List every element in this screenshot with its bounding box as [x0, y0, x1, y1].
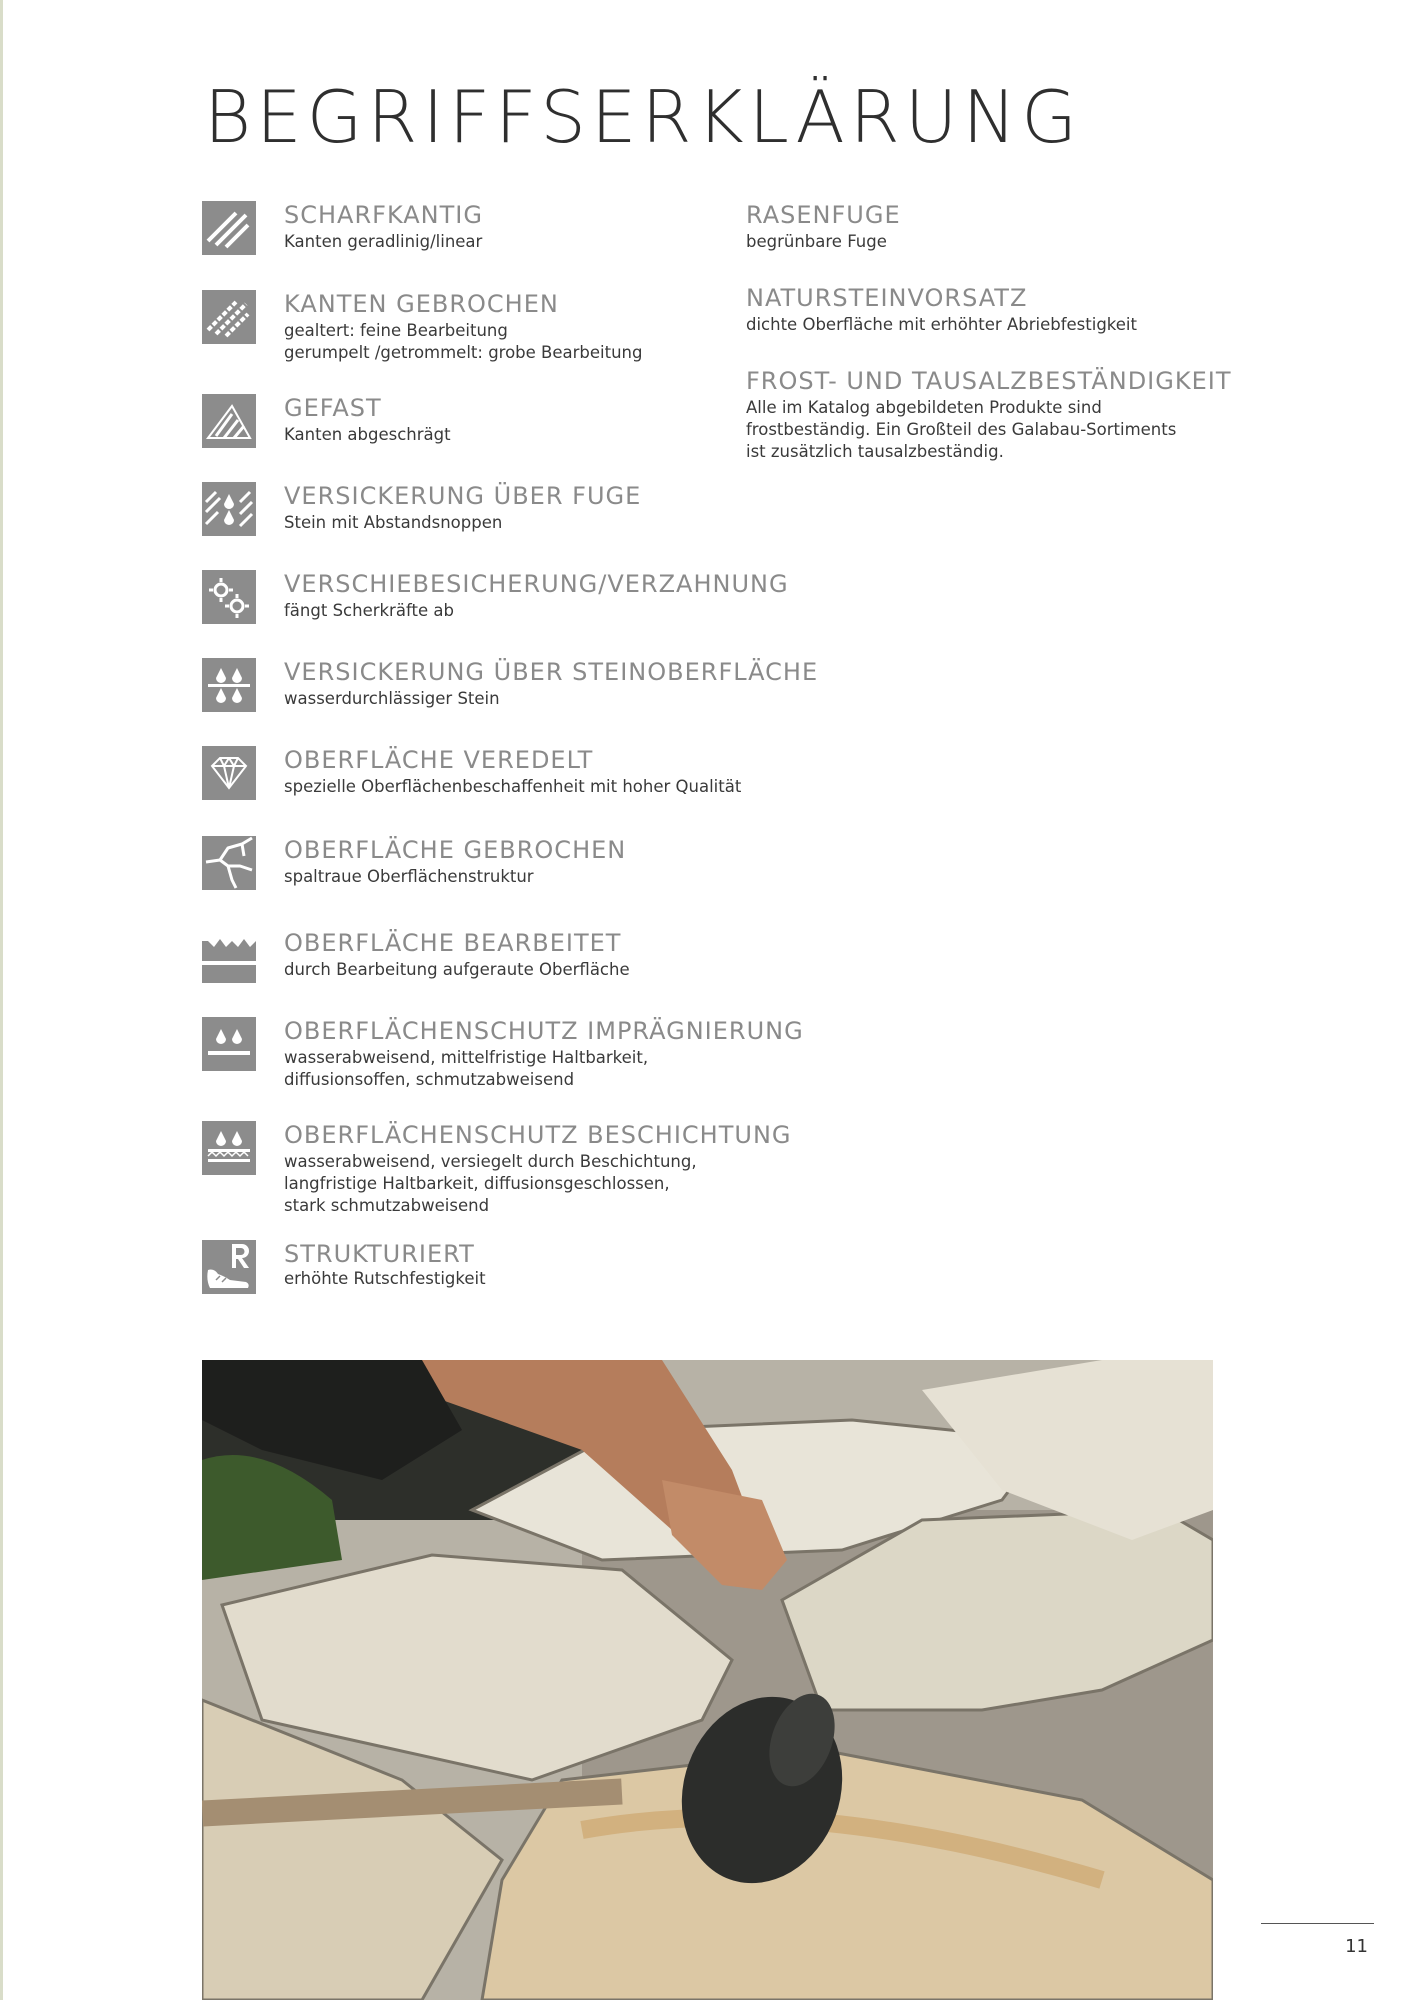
item-desc: wasserabweisend, mittelfristige Haltbarkeit, — [284, 1048, 649, 1067]
item-desc: begrünbare Fuge — [746, 232, 887, 251]
legend-item-natursteinvorsatz — [746, 284, 1226, 336]
coating-icon — [202, 1121, 256, 1175]
diamond-icon — [202, 746, 256, 800]
impregnation-icon — [202, 1017, 256, 1071]
item-heading: OBERFLÄCHENSCHUTZ IMPRÄGNIERUNG — [284, 1017, 804, 1045]
item-desc: erhöhte Rutschfestigkeit — [284, 1269, 486, 1288]
item-heading: GEFAST — [284, 394, 382, 422]
item-heading: OBERFLÄCHENSCHUTZ BESCHICHTUNG — [284, 1121, 792, 1149]
item-desc: durch Bearbeitung aufgeraute Oberfläche — [284, 960, 630, 979]
item-desc: gerumpelt /getrommelt: grobe Bearbeitung — [284, 343, 643, 362]
item-desc: fängt Scherkräfte ab — [284, 601, 454, 620]
gears-icon — [202, 570, 256, 624]
item-desc: dichte Oberfläche mit erhöhter Abriebfestigkeit — [746, 315, 1137, 334]
cracked-surface-icon — [202, 836, 256, 890]
textured-surface-icon — [202, 929, 256, 983]
item-desc: stark schmutzabweisend — [284, 1196, 490, 1215]
item-heading: OBERFLÄCHE GEBROCHEN — [284, 836, 627, 864]
anti-slip-icon — [202, 1240, 256, 1294]
item-heading: OBERFLÄCHE VEREDELT — [284, 746, 594, 774]
stone-laying-photo — [202, 1360, 1213, 2000]
chamfer-icon — [202, 394, 256, 448]
item-heading: OBERFLÄCHE BEARBEITET — [284, 929, 622, 957]
item-heading: FROST- UND TAUSALZBESTÄNDIGKEIT — [746, 367, 1232, 395]
joint-seepage-icon — [202, 482, 256, 536]
item-heading: VERSICKERUNG ÜBER STEINOBERFLÄCHE — [284, 658, 819, 686]
item-desc: wasserabweisend, versiegelt durch Beschichtung, — [284, 1152, 697, 1171]
item-desc: Stein mit Abstandsnoppen — [284, 513, 503, 532]
item-desc: Kanten geradlinig/linear — [284, 232, 483, 251]
page-title: BEGRIFFSERKLÄRUNG — [204, 75, 1083, 159]
item-heading: SCHARFKANTIG — [284, 201, 483, 229]
item-desc: Alle im Katalog abgebildeten Produkte sind — [746, 398, 1102, 417]
item-desc: langfristige Haltbarkeit, diffusionsgeschlossen, — [284, 1174, 670, 1193]
item-desc: ist zusätzlich tausalzbeständig. — [746, 442, 1004, 461]
page-edge — [0, 0, 3, 2000]
legend-item-frost-tausalz — [746, 367, 1232, 463]
item-desc: spaltraue Oberflächenstruktur — [284, 867, 534, 886]
surface-seepage-icon — [202, 658, 256, 712]
item-desc: wasserdurchlässiger Stein — [284, 689, 500, 708]
item-desc: frostbeständig. Ein Großteil des Galabau-Sortiments — [746, 420, 1177, 439]
item-heading: NATURSTEINVORSATZ — [746, 284, 1028, 312]
page-number: 11 — [1345, 1936, 1368, 1957]
item-desc: gealtert: feine Bearbeitung — [284, 321, 508, 340]
item-heading: STRUKTURIERT — [284, 1240, 475, 1268]
item-desc: diffusionsoffen, schmutzabweisend — [284, 1070, 575, 1089]
item-heading: RASENFUGE — [746, 201, 901, 229]
item-desc: spezielle Oberflächenbeschaffenheit mit hoher Qualität — [284, 777, 742, 796]
page-number-rule — [1261, 1923, 1374, 1924]
item-heading: KANTEN GEBROCHEN — [284, 290, 559, 318]
broken-edge-icon — [202, 290, 256, 344]
item-heading: VERSCHIEBESICHERUNG/VERZAHNUNG — [284, 570, 789, 598]
item-heading: VERSICKERUNG ÜBER FUGE — [284, 482, 642, 510]
legend-item-rasenfuge — [746, 201, 1226, 253]
item-desc: Kanten abgeschrägt — [284, 425, 451, 444]
sharp-edge-icon — [202, 201, 256, 255]
